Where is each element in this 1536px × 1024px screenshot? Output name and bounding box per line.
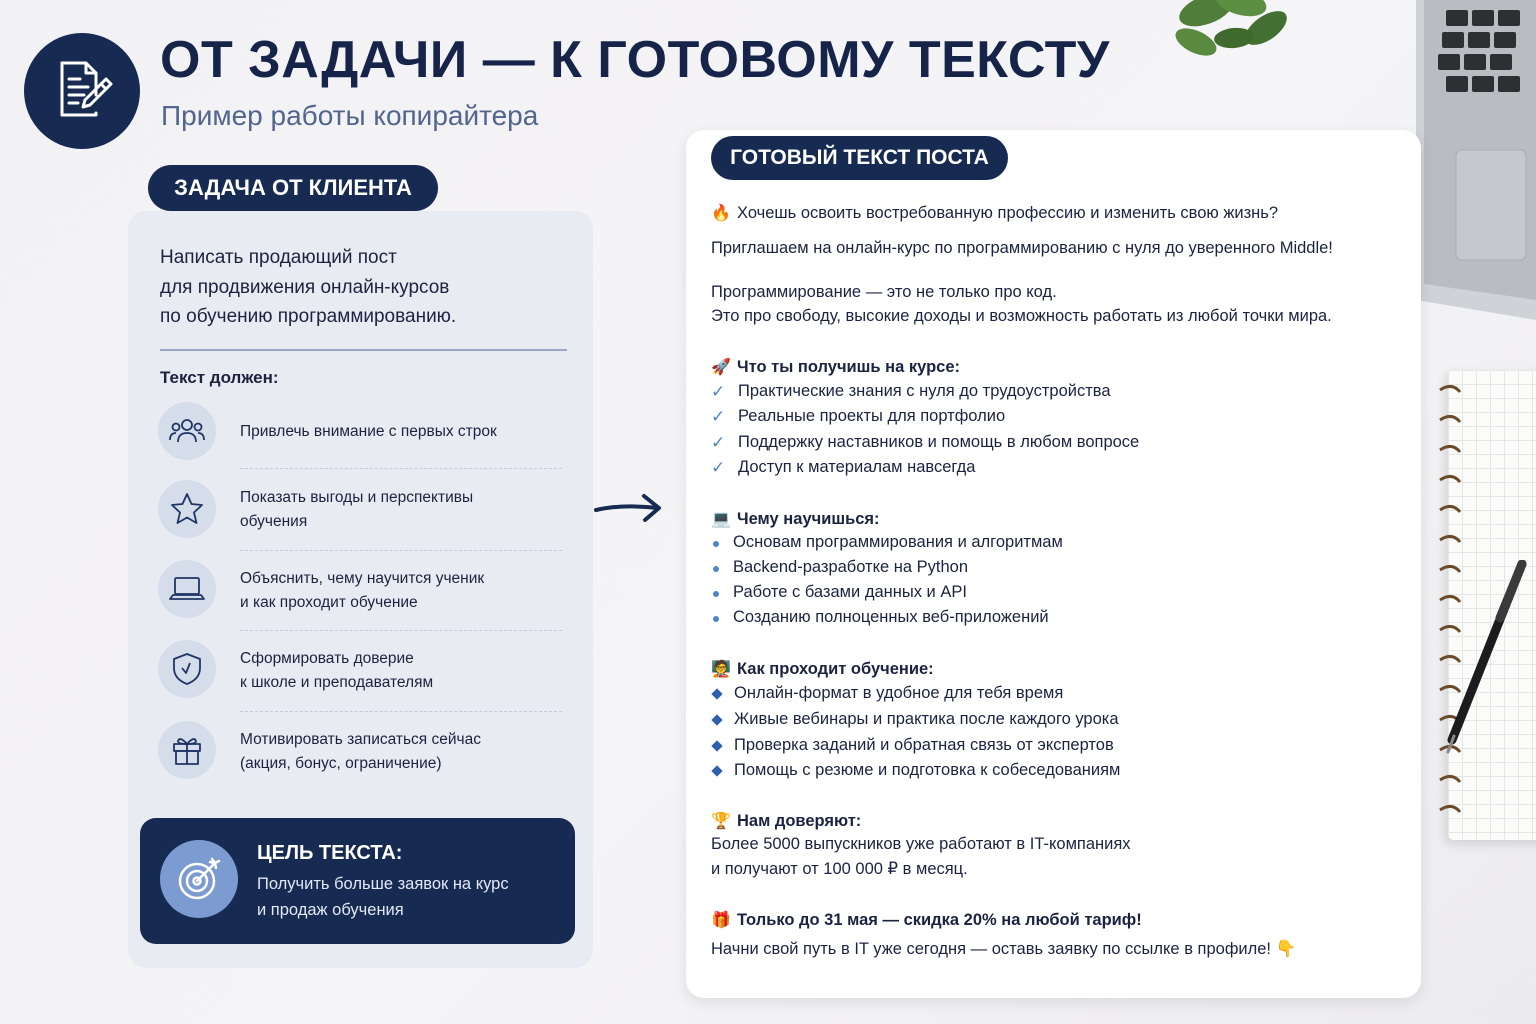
cta-line: [711, 940, 1296, 959]
star-icon: [158, 480, 216, 538]
requirement-item: [240, 420, 560, 444]
list-item-text: Практические знания с нуля до трудоустройства: [738, 382, 1111, 400]
goal-line: Получить больше заявок на курс: [257, 875, 509, 893]
requirement-line: и как проходит обучение: [240, 594, 418, 611]
list-item-text: Помощь с резюме и подготовка к собеседованиям: [734, 761, 1121, 779]
post-intro-line: Это про свободу, высокие доходы и возможность работать из любой точки мира.: [711, 307, 1332, 325]
pointing-down-emoji: 👇: [1275, 940, 1297, 958]
goal-line: и продаж обучения: [257, 901, 404, 919]
post-hook: [711, 203, 1278, 223]
page-subtitle: Пример работы копирайтера: [161, 100, 539, 131]
requirement-line: Показать выгоды и перспективы: [240, 489, 474, 506]
logo-badge: [24, 33, 140, 149]
page-title: ОТ ЗАДАЧИ — К ГОТОВОМУ ТЕКСТУ: [160, 31, 1110, 89]
laptop-icon: [158, 560, 216, 618]
list-item-text: Реальные проекты для портфолио: [738, 407, 1006, 425]
check-icon: ✓: [711, 433, 726, 452]
list-item-text: Backend-разработке на Python: [733, 558, 969, 576]
target-icon: [160, 840, 238, 918]
requirement-line: Объяснить, чему научится ученик: [240, 570, 485, 587]
task-description-line: Написать продающий пост: [160, 247, 397, 268]
requirement-line: Привлечь внимание с первых строк: [240, 423, 497, 440]
task-divider: [160, 349, 567, 351]
process-title: Как проходит обучение:: [737, 660, 934, 678]
gift-icon: [158, 721, 216, 779]
list-item-text: Поддержку наставников и помощь в любом вопросе: [738, 433, 1140, 451]
requirement-separator: [240, 468, 562, 469]
requirement-line: Мотивировать записаться сейчас: [240, 731, 481, 748]
list-item-text: Созданию полноценных веб-приложений: [733, 608, 1049, 626]
post-intro-line: Программирование — это не только про код.: [711, 283, 1057, 301]
check-icon: ✓: [711, 382, 726, 401]
gift-emoji: 🎁: [711, 912, 731, 929]
offer-text: Только до 31 мая — скидка 20% на любой тариф!: [737, 911, 1142, 929]
requirement-separator: [240, 630, 562, 631]
benefits-heading: [711, 357, 960, 377]
arrow-right-icon: [592, 488, 666, 528]
list-item-text: Живые вебинары и практика после каждого урока: [734, 710, 1119, 728]
trust-line: и получают от 100 000 ₽ в месяц.: [711, 860, 968, 878]
skills-title: Чему научишься:: [737, 510, 880, 528]
process-heading: [711, 659, 934, 679]
trust-heading: [711, 811, 861, 831]
requirement-line: (акция, бонус, ограничение): [240, 755, 442, 772]
skills-heading: [711, 509, 880, 529]
bullet-dot-icon: [713, 541, 719, 547]
trust-line: Более 5000 выпускников уже работают в IT-компаниях: [711, 835, 1131, 853]
task-label: ЗАДАЧА ОТ КЛИЕНТА: [148, 165, 438, 211]
goal-title: ЦЕЛЬ ТЕКСТА:: [257, 842, 403, 864]
requirement-line: обучения: [240, 513, 308, 530]
list-item-text: Основам программирования и алгоритмам: [733, 533, 1063, 551]
goal-text: [257, 871, 557, 923]
requirements-label: Текст должен:: [160, 368, 279, 387]
laptop-emoji: 💻: [711, 511, 731, 528]
rocket-emoji: 🚀: [711, 359, 731, 376]
cta-text: Начни свой путь в IT уже сегодня — оставь заявку по ссылке в профиле!: [711, 940, 1272, 958]
plant-decoration: [1166, 0, 1306, 70]
list-item-text: Работе с базами данных и API: [733, 583, 967, 601]
task-description-line: для продвижения онлайн-курсов: [160, 276, 450, 298]
requirement-separator: [240, 711, 562, 712]
requirement-item: [240, 728, 560, 776]
check-icon: ✓: [711, 407, 726, 426]
document-pen-icon: [48, 55, 116, 128]
bullet-dot-icon: [713, 566, 719, 572]
post-label: ГОТОВЫЙ ТЕКСТ ПОСТА: [711, 136, 1008, 180]
check-icon: ✓: [711, 458, 726, 477]
fire-emoji: 🔥: [711, 205, 731, 222]
bullet-dot-icon: [713, 591, 719, 597]
offer-line: [711, 910, 1142, 930]
users-icon: [158, 402, 216, 460]
benefits-title: Что ты получишь на курсе:: [737, 358, 961, 376]
shield-check-icon: [158, 640, 216, 698]
requirement-line: к школе и преподавателям: [240, 674, 434, 691]
list-item-text: Онлайн-формат в удобное для тебя время: [734, 684, 1064, 702]
trophy-emoji: 🏆: [711, 813, 731, 830]
post-hook-text: Хочешь освоить востребованную профессию и изменить свою жизнь?: [737, 204, 1279, 222]
requirement-item: [240, 486, 560, 534]
pen-decoration: [1440, 560, 1530, 760]
task-description-line: по обучению программированию.: [160, 306, 457, 327]
requirement-line: Сформировать доверие: [240, 650, 414, 667]
bullet-dot-icon: [713, 616, 719, 622]
post-invite: Приглашаем на онлайн-курс по программированию с нуля до уверенного Middle!: [711, 239, 1333, 257]
requirement-separator: [240, 550, 562, 551]
requirement-item: [240, 647, 560, 695]
task-description: [160, 243, 570, 332]
requirement-item: [240, 567, 560, 615]
teacher-emoji: 🧑‍🏫: [711, 661, 731, 678]
list-item-text: Проверка заданий и обратная связь от экспертов: [734, 736, 1114, 754]
trust-title: Нам доверяют:: [737, 812, 862, 830]
list-item-text: Доступ к материалам навсегда: [738, 458, 976, 476]
